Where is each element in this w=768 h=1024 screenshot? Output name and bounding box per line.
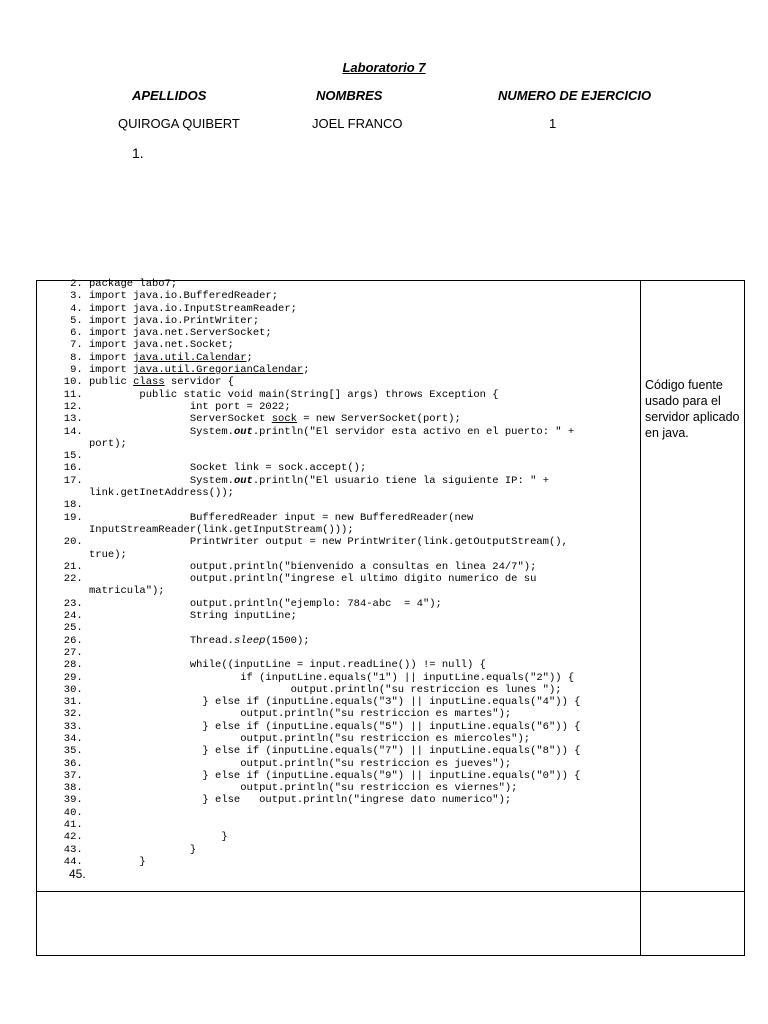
value-nombres: JOEL FRANCO [312, 116, 403, 131]
line-text: InputStreamReader(link.getInputStream())); [89, 523, 354, 536]
column-divider [640, 281, 641, 955]
line-number: 38. [63, 782, 89, 795]
code-line [43, 352, 637, 364]
line-number: 12. [63, 400, 89, 413]
value-apellidos: QUIROGA QUIBERT [118, 116, 240, 131]
code-line [43, 622, 637, 634]
line-text: } else if (inputLine.equals("3") || inputLine.equals("4")) { [89, 696, 581, 709]
line-number: 25. [63, 622, 89, 635]
line-text: link.getInetAddress()); [89, 487, 234, 500]
line-number: 15. [63, 450, 89, 463]
line-number: 36. [63, 757, 89, 770]
code-line [43, 868, 637, 880]
code-line [43, 376, 637, 388]
line-number: 28. [63, 659, 89, 672]
code-line [43, 844, 637, 856]
code-line [43, 303, 637, 315]
line-text: System.out.println("El usuario tiene la siguiente IP: " + [89, 474, 549, 487]
code-line [43, 573, 637, 585]
line-text: output.println("su restriccion es martes"); [89, 708, 512, 721]
line-number: 37. [63, 769, 89, 782]
line-number: 22. [63, 573, 89, 586]
line-number: 45. [68, 867, 89, 882]
line-number: 18. [63, 499, 89, 512]
header-apellidos: APELLIDOS [132, 88, 207, 103]
line-number: 19. [63, 511, 89, 524]
line-text: true); [89, 548, 127, 561]
line-text: port); [89, 437, 127, 450]
line-number: 27. [63, 646, 89, 659]
code-line [43, 339, 637, 351]
line-text: output.println("su restriccion es miercoles"); [89, 732, 531, 745]
line-number: 44. [63, 855, 89, 868]
code-line [43, 659, 637, 671]
line-number: 39. [63, 794, 89, 807]
line-number: 16. [63, 462, 89, 475]
code-line [43, 610, 637, 622]
code-line [43, 438, 637, 450]
code-line [43, 413, 637, 425]
line-number: 5. [70, 314, 89, 327]
row-divider [37, 891, 744, 892]
line-text: System.out.println("El servidor esta activo en el puerto: " + [89, 425, 575, 438]
line-number: 42. [63, 831, 89, 844]
code-line [43, 315, 637, 327]
code-line [43, 647, 637, 659]
line-number: 9. [70, 364, 89, 377]
line-text: import java.net.ServerSocket; [89, 327, 272, 340]
code-line [43, 733, 637, 745]
line-text: output.println("ejemplo: 784-abc = 4"); [89, 597, 442, 610]
code-line [43, 721, 637, 733]
line-number: 20. [63, 536, 89, 549]
line-text: import java.util.Calendar; [89, 351, 253, 364]
line-text: output.println("su restriccion es viernes"); [89, 782, 518, 795]
line-number: 24. [63, 610, 89, 623]
line-number: 17. [63, 474, 89, 487]
code-line [43, 561, 637, 573]
code-line [43, 327, 637, 339]
code-line [43, 807, 637, 819]
line-text: String inputLine; [89, 610, 297, 623]
code-listing [43, 278, 637, 890]
code-line [43, 745, 637, 757]
line-text: } else if (inputLine.equals("5") || inputLine.equals("6")) { [89, 720, 581, 733]
code-line [43, 475, 637, 487]
code-line [43, 585, 637, 597]
line-number: 4. [70, 302, 89, 315]
line-text: public static void main(String[] args) throws Exception { [89, 388, 499, 401]
line-text: package labo7; [89, 278, 178, 290]
line-text: Socket link = sock.accept(); [89, 462, 367, 475]
code-line [43, 684, 637, 696]
line-number: 11. [63, 388, 89, 401]
line-text: Thread.sleep(1500); [89, 634, 310, 647]
code-line [43, 426, 637, 438]
line-number: 7. [70, 339, 89, 352]
line-number: 41. [63, 819, 89, 832]
line-number: 32. [63, 708, 89, 721]
line-number: 8. [70, 351, 89, 364]
line-text: import java.util.GregorianCalendar; [89, 364, 310, 377]
line-number: 43. [63, 843, 89, 856]
line-number: 26. [63, 634, 89, 647]
line-text: output.println("ingrese el ultimo digito numerico de su [89, 573, 537, 586]
line-text: import java.net.Socket; [89, 339, 234, 352]
code-line [43, 708, 637, 720]
line-number: 6. [70, 327, 89, 340]
code-line [43, 364, 637, 376]
line-text: while((inputLine = input.readLine()) != null) { [89, 659, 486, 672]
code-line [43, 794, 637, 806]
line-text: } [89, 831, 228, 844]
code-line [43, 782, 637, 794]
line-number: 29. [63, 671, 89, 684]
line-number: 14. [63, 425, 89, 438]
line-text: import java.io.PrintWriter; [89, 314, 260, 327]
code-line [43, 672, 637, 684]
line-text: import java.io.InputStreamReader; [89, 302, 297, 315]
code-line [43, 278, 637, 290]
line-number: 21. [63, 560, 89, 573]
code-line [43, 819, 637, 831]
code-line [43, 450, 637, 462]
line-text: } else output.println("ingrese dato numerico"); [89, 794, 512, 807]
line-text: output.println("bienvenido a consultas en linea 24/7"); [89, 560, 537, 573]
code-line [43, 499, 637, 511]
line-text: ServerSocket sock = new ServerSocket(port); [89, 413, 461, 426]
line-text: import java.io.BufferedReader; [89, 290, 279, 303]
code-line [43, 389, 637, 401]
line-text: PrintWriter output = new PrintWriter(link.getOutputStream(), [89, 536, 568, 549]
code-line [43, 770, 637, 782]
line-number: 2. [70, 278, 89, 290]
line-text: output.println("su restriccion es jueves"); [89, 757, 512, 770]
line-text: matricula"); [89, 585, 165, 598]
line-number: 31. [63, 696, 89, 709]
header-numero-ejercicio: NUMERO DE EJERCICIO [498, 88, 652, 103]
code-line [43, 856, 637, 868]
code-line [43, 696, 637, 708]
item-number: 1. [132, 145, 144, 161]
line-number: 30. [63, 683, 89, 696]
line-text: output.println("su restriccion es lunes "); [89, 683, 562, 696]
line-number: 40. [63, 806, 89, 819]
code-line [43, 549, 637, 561]
line-text: } [89, 843, 197, 856]
line-number: 13. [63, 413, 89, 426]
code-line [43, 462, 637, 474]
line-number: 35. [63, 745, 89, 758]
line-number: 34. [63, 732, 89, 745]
code-description: Código fuente usado para el servidor aplicado en java. [645, 378, 740, 440]
line-number: 33. [63, 720, 89, 733]
line-number: 23. [63, 597, 89, 610]
code-line [43, 635, 637, 647]
line-number: 10. [63, 376, 89, 389]
line-number: 3. [70, 290, 89, 303]
document-title: Laboratorio 7 [342, 60, 426, 75]
code-line [43, 758, 637, 770]
line-text: } else if (inputLine.equals("9") || inputLine.equals("0")) { [89, 769, 581, 782]
line-text: } else if (inputLine.equals("7") || inputLine.equals("8")) { [89, 745, 581, 758]
header-nombres: NOMBRES [316, 88, 383, 103]
line-text: } [89, 855, 146, 868]
code-line [43, 524, 637, 536]
code-line [43, 487, 637, 499]
line-text: if (inputLine.equals("1") || inputLine.equals("2")) { [89, 671, 575, 684]
code-line [43, 401, 637, 413]
code-line [43, 512, 637, 524]
code-line [43, 831, 637, 843]
code-line [43, 290, 637, 302]
code-line [43, 536, 637, 548]
line-text: public class servidor { [89, 376, 234, 389]
line-text: int port = 2022; [89, 400, 291, 413]
code-line [43, 598, 637, 610]
line-text: BufferedReader input = new BufferedReader(new [89, 511, 474, 524]
value-numero-ejercicio: 1 [549, 116, 557, 131]
